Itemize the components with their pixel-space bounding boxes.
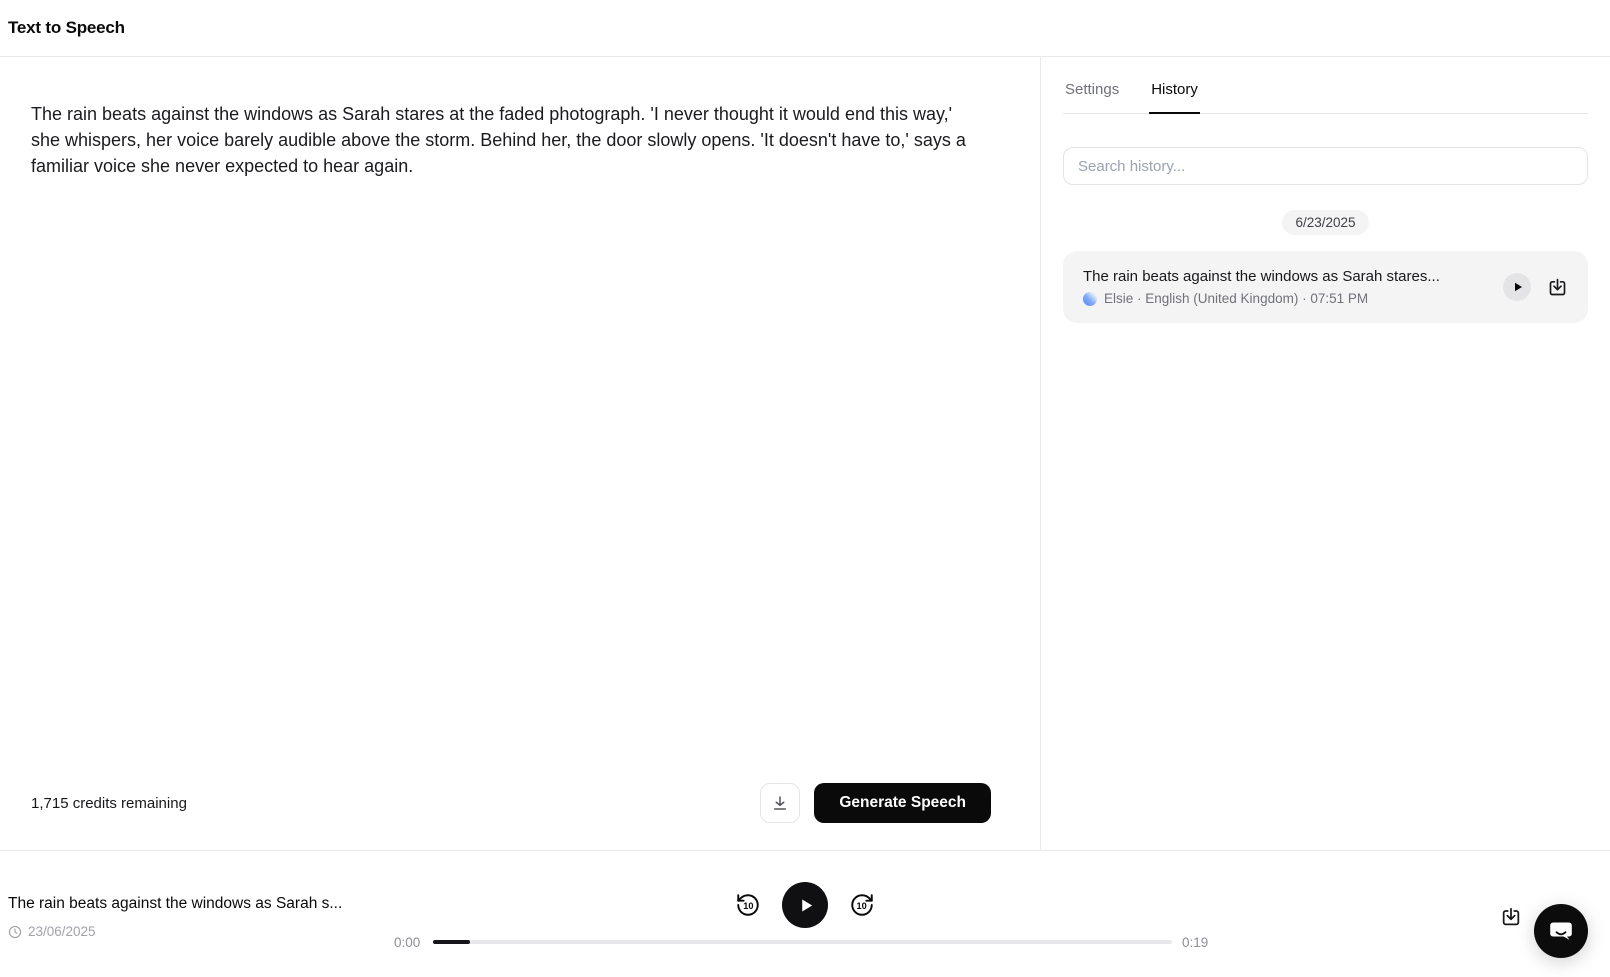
player-track-date — [8, 924, 96, 939]
download-button[interactable] — [760, 783, 800, 823]
history-item-meta-text: Elsie · English (United Kingdom) · 07:51 PM — [1104, 291, 1369, 306]
page-title: Text to Speech — [8, 18, 125, 37]
search-input[interactable] — [1063, 147, 1588, 185]
tab-settings[interactable]: Settings — [1065, 81, 1120, 98]
svg-text:10: 10 — [856, 900, 867, 911]
app-body — [0, 57, 1610, 850]
download-icon — [771, 794, 789, 812]
date-badge: 6/23/2025 — [1282, 210, 1368, 235]
skip-forward-10-icon — [849, 892, 875, 918]
history-play-button[interactable] — [1503, 273, 1531, 301]
total-time: 0:19 — [1182, 935, 1209, 950]
audio-player-bar — [0, 850, 1610, 977]
skip-back-10-icon — [735, 892, 761, 918]
player-download-button[interactable] — [1500, 906, 1522, 928]
history-date-separator — [1063, 210, 1588, 235]
progress-bar[interactable] — [433, 940, 1172, 944]
download-tray-icon — [1547, 277, 1568, 298]
history-item-meta — [1083, 291, 1491, 306]
page-header — [0, 0, 1610, 57]
svg-text:10: 10 — [743, 900, 754, 911]
history-item-title: The rain beats against the windows as Sarah stares... — [1083, 268, 1440, 285]
history-download-button[interactable] — [1547, 277, 1568, 298]
text-input[interactable]: The rain beats against the windows as Sarah stares at the faded photograph. 'I never thought it would end this way,' she whispers, her voice barely audible above the storm. Behind her, the door slowly opens. 'It doesn't have to,' says a familiar voice she never expected to hear again. — [31, 104, 971, 176]
history-item[interactable] — [1063, 251, 1588, 323]
clock-icon — [8, 925, 22, 939]
editor-actions — [760, 783, 991, 823]
editor-footer — [0, 783, 1040, 850]
generate-speech-button[interactable]: Generate Speech — [814, 783, 991, 823]
chat-bubble-icon — [1547, 917, 1575, 945]
elapsed-time: 0:00 — [394, 935, 421, 950]
credits-remaining: 1,715 credits remaining — [31, 794, 187, 812]
history-search — [1063, 147, 1588, 185]
player-play-button[interactable] — [782, 882, 828, 928]
skip-back-10-button[interactable] — [735, 892, 761, 918]
sidebar — [1041, 57, 1610, 850]
tab-history[interactable]: History — [1149, 77, 1200, 114]
skip-forward-10-button[interactable] — [849, 892, 875, 918]
sidebar-tabs — [1063, 77, 1588, 114]
editor-pane — [0, 57, 1041, 850]
player-date-text: 23/06/2025 — [28, 924, 96, 939]
player-track-title: The rain beats against the windows as Sarah s... — [8, 895, 343, 912]
chat-launcher-button[interactable] — [1534, 904, 1588, 958]
player-play-icon — [795, 897, 815, 914]
play-icon — [1510, 281, 1524, 293]
voice-avatar — [1083, 292, 1097, 306]
progress-fill — [433, 940, 470, 944]
player-download-icon — [1500, 906, 1522, 928]
editor-area[interactable] — [0, 57, 1040, 783]
history-item-info — [1083, 268, 1491, 306]
